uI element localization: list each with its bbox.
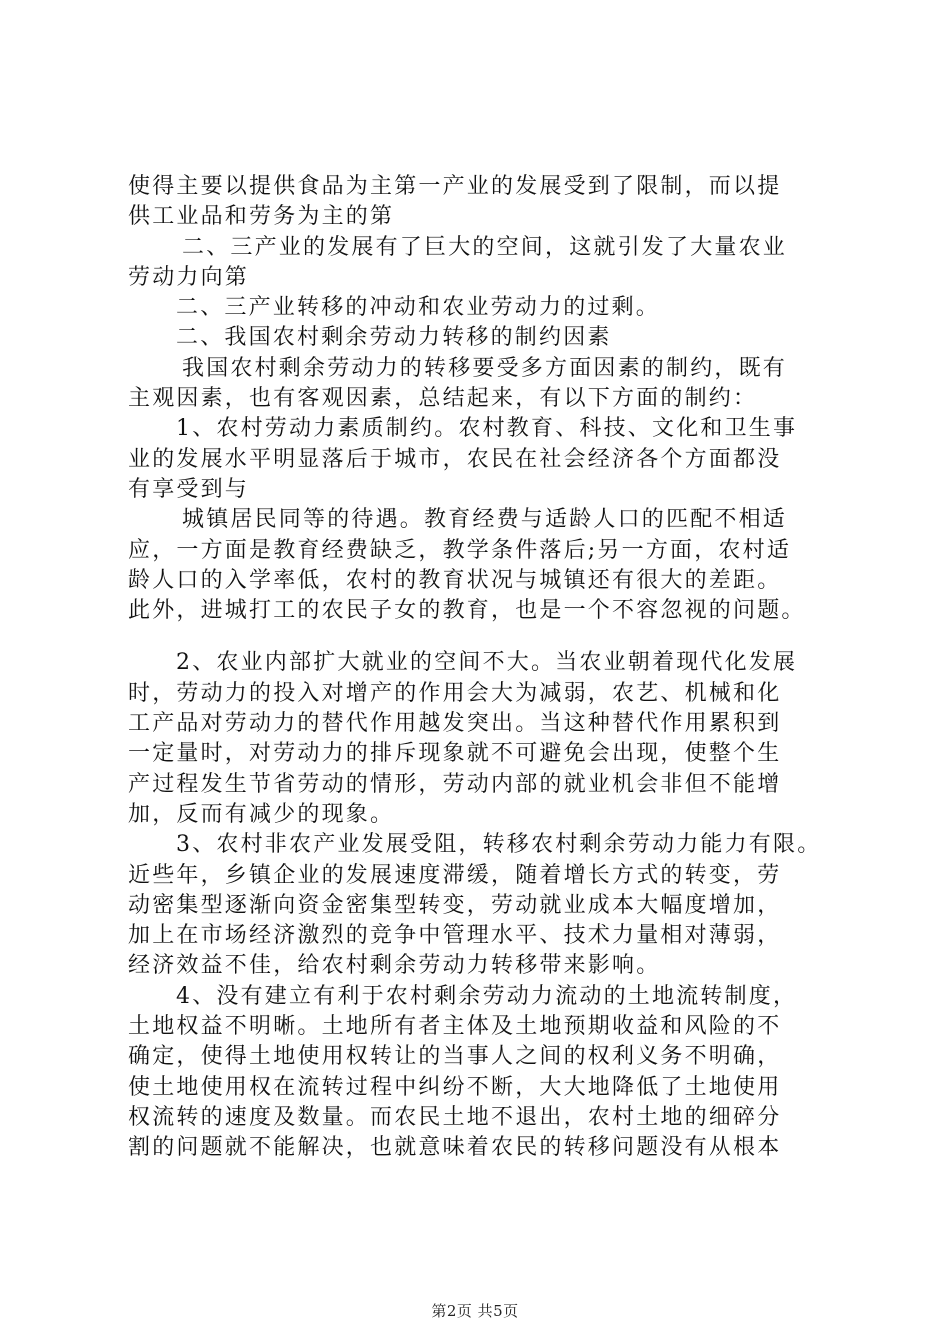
paragraph-gap bbox=[128, 626, 833, 648]
text-line: 城镇居民同等的待遇。教育经费与适龄人口的匹配不相适 bbox=[182, 507, 788, 533]
text-line: 动密集型逐渐向资金密集型转变，劳动就业成本大幅度增加， bbox=[128, 892, 782, 918]
section-heading: 二、我国农村剩余劳动力转移的制约因素 bbox=[176, 325, 612, 351]
text-line: 权流转的速度及数量。而农民土地不退出，农村土地的细碎分 bbox=[128, 1104, 782, 1130]
page-number-footer: 第2页 共5页 bbox=[431, 1302, 519, 1320]
text-line: 使土地使用权在流转过程中纠纷不断，大大地降低了土地使用 bbox=[128, 1074, 782, 1100]
text-line: 主观因素，也有客观因素，总结起来，有以下方面的制约： bbox=[128, 386, 758, 412]
document-body bbox=[128, 172, 833, 1164]
text-line: 龄人口的入学率低，农村的教育状况与城镇还有很大的差距。 bbox=[128, 567, 782, 593]
text-line: 加，反而有减少的现象。 bbox=[128, 801, 395, 827]
text-line: 土地权益不明晰。土地所有者主体及土地预期收益和风险的不 bbox=[128, 1014, 782, 1040]
text-line: 供工业品和劳务为主的第 bbox=[128, 204, 395, 230]
text-line: 产过程发生节省劳动的情形，劳动内部的就业机会非但不能增 bbox=[128, 771, 782, 797]
text-line: 应，一方面是教育经费缺乏，教学条件落后;另一方面，农村适 bbox=[128, 537, 792, 563]
text-line: 此外，进城打工的农民子女的教育，也是一个不容忽视的问题。 bbox=[128, 598, 806, 624]
text-line: 二、三产业的发展有了巨大的空间，这就引发了大量农业 bbox=[182, 234, 788, 260]
text-line: 我国农村剩余劳动力的转移要受多方面因素的制约，既有 bbox=[182, 355, 788, 381]
text-line: 近些年，乡镇企业的发展速度滞缓，随着增长方式的转变，劳 bbox=[128, 862, 782, 888]
text-line: 业的发展水平明显落后于城市，农民在社会经济各个方面都没 bbox=[128, 446, 782, 472]
text-line: 割的问题就不能解决，也就意味着农民的转移问题没有从根本 bbox=[128, 1135, 782, 1161]
text-line: 1、农村劳动力素质制约。农村教育、科技、文化和卫生事 bbox=[176, 416, 798, 442]
text-line: 经济效益不佳，给农村剩余劳动力转移带来影响。 bbox=[128, 953, 661, 979]
text-line: 使得主要以提供食品为主第一产业的发展受到了限制，而以提 bbox=[128, 174, 782, 199]
text-line: 一定量时，对劳动力的排斥现象就不可避免会出现，使整个生 bbox=[128, 741, 782, 767]
text-line: 二、三产业转移的冲动和农业劳动力的过剩。 bbox=[176, 295, 661, 321]
text-line: 有享受到与 bbox=[128, 476, 250, 502]
text-line: 加上在市场经济激烈的竞争中管理水平、技术力量相对薄弱， bbox=[128, 923, 782, 949]
text-line: 2、农业内部扩大就业的空间不大。当农业朝着现代化发展 bbox=[176, 650, 798, 676]
text-line: 确定，使得土地使用权转让的当事人之间的权利义务不明确， bbox=[128, 1044, 782, 1070]
text-line: 4、没有建立有利于农村剩余劳动力流动的土地流转制度， bbox=[176, 983, 798, 1009]
text-line: 时，劳动力的投入对增产的作用会大为减弱，农艺、机械和化 bbox=[128, 680, 782, 706]
text-line: 劳动力向第 bbox=[128, 264, 250, 290]
text-line: 工产品对劳动力的替代作用越发突出。当这种替代作用累积到 bbox=[128, 711, 782, 737]
text-line: 3、农村非农产业发展受阻，转移农村剩余劳动力能力有限。 bbox=[176, 832, 822, 858]
